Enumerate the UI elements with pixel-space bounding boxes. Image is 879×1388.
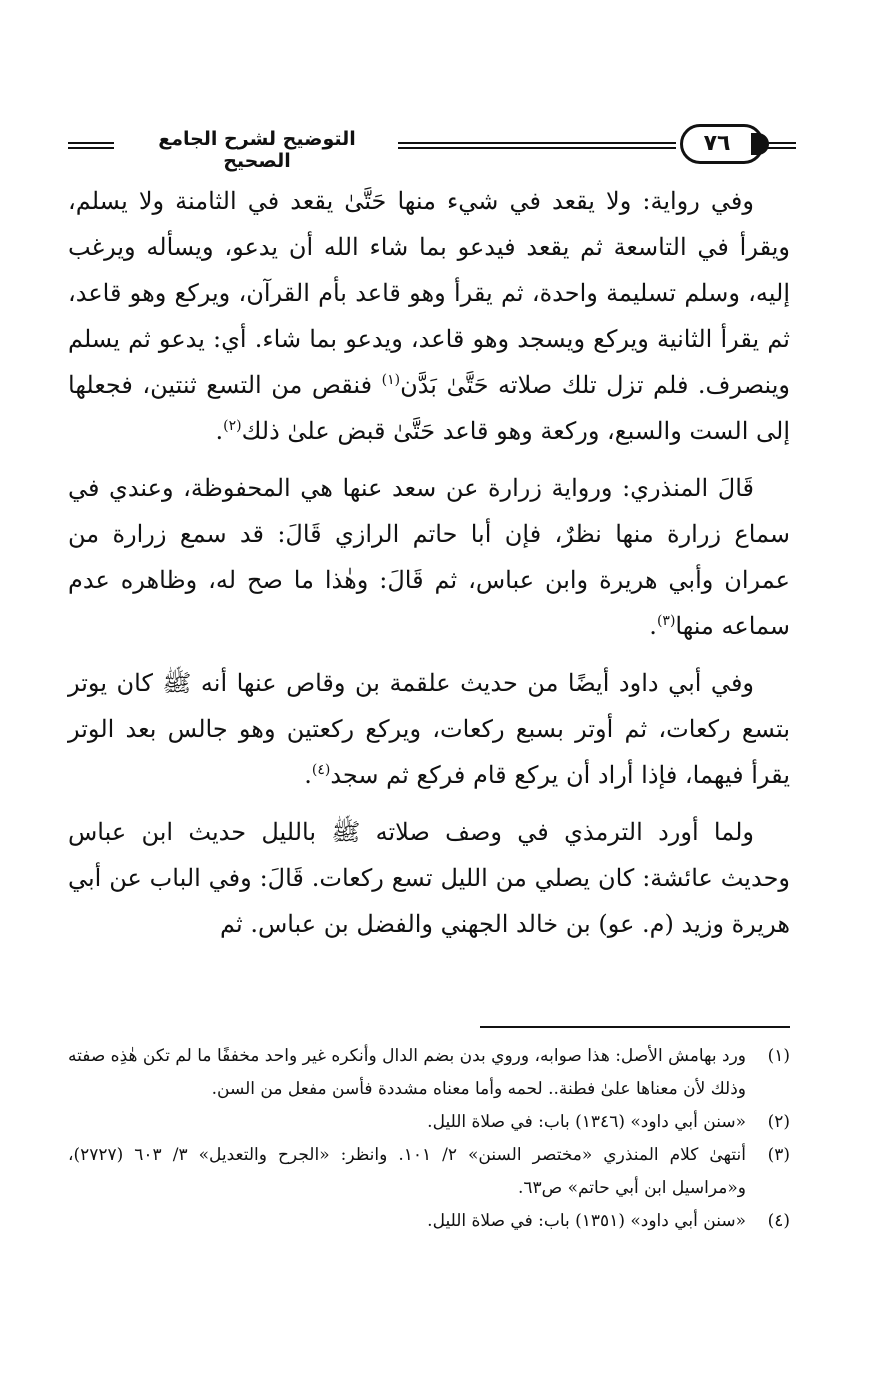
paragraph-1-text-a: وفي رواية: ولا يقعد في شيء منها حَتَّىٰ يقعد في الثامنة ولا يسلم، ويقرأ في التاسعة ثم يقعد فيدعو بما شاء الله أن يدعو، ويسأله ويرغب إليه، وسلم تسليمة واحدة، ثم يقرأ وهو قاعد بأم القرآن، ويركع وهو قاعد، ثم يقرأ الثانية ويركع ويسجد وهو قاعد، ويدعو بما شاء. أي: يدعو ثم يسلم وينصرف. فلم تزل تلك صلاته حَتَّىٰ بَدَّن: [68, 187, 790, 399]
footnote-number: (٢): [767, 1112, 790, 1132]
paragraph-2-text-a: قَالَ المنذري: ورواية زرارة عن سعد عنها هي المحفوظة، وعندي في سماع زرارة منها نظرٌ، فإن أبا حاتم الرازي قَالَ: قد سمع زرارة من عمران وأبي هريرة وابن عباس، ثم قَالَ: وهٰذا ما صح له، وظاهره عدم سماعه منها: [68, 474, 790, 640]
header-rule-left: [68, 142, 114, 149]
footnote-2: [68, 1106, 790, 1139]
running-title: التوضيح لشرح الجامع الصحيح: [158, 128, 356, 172]
paragraph-3-text-a: وفي أبي داود أيضًا من حديث علقمة بن وقاص عنها أنه ﷺ كان يوتر بتسع ركعات، ثم أوتر بسبع ركعات، ويركع ركعتين وهو جالس بعد الوتر يقرأ فيهما، فإذا أراد أن يركع قام فركع ثم سجد: [68, 669, 790, 789]
footnote-ref-3[interactable]: (٣): [656, 613, 676, 629]
footnote-number: (٣): [767, 1145, 790, 1165]
footnote-ref-4[interactable]: (٤): [311, 762, 331, 778]
footnote-text: ورد بهامش الأصل: هذا صوابه، وروي بدن بضم الدال وأنكره غير واحد مخففًا ما لم تكن هٰذِه صفته وذلك لأن معناها علىٰ فطنة.. لحمه وأما معناه مشددة فأسن مفعل من السن.: [68, 1046, 746, 1099]
footnote-text: أنتهىٰ كلام المنذري «مختصر السنن» ٢/ ١٠١. وانظر: «الجرح والتعديل» ٣/ ٦٠٣ (٢٧٢٧)، و«مراسيل ابن أبي حاتم» ص٦٣.: [68, 1145, 746, 1198]
footnote-text: «سنن أبي داود» (١٣٥١) باب: في صلاة الليل.: [427, 1211, 746, 1231]
footnote-ref-1[interactable]: (١): [381, 372, 401, 388]
header-rule-right: [762, 142, 796, 149]
main-text: [68, 178, 790, 958]
footnote-ref-2[interactable]: (٢): [223, 418, 242, 434]
paragraph-2: [68, 465, 790, 649]
footnote-text: «سنن أبي داود» (١٣٤٦) باب: في صلاة الليل.: [427, 1112, 746, 1132]
page-number-badge: [680, 124, 764, 164]
paragraph-4: ولما أورد الترمذي في وصف صلاته ﷺ بالليل حديث ابن عباس وحديث عائشة: كان يصلي من الليل تسع ركعات. قَالَ: وفي الباب عن أبي هريرة وزيد (م. عو) بن خالد الجهني والفضل بن عباس. ثم: [68, 818, 790, 938]
footnote-separator: [480, 1026, 790, 1028]
footnote-4: [68, 1205, 790, 1238]
page-header: [68, 118, 796, 174]
paragraph-1: [68, 178, 790, 454]
paragraph-1-text-b: فنقص من التسع ثنتين، فجعلها إلى الست والسبع، وركعة وهو قاعد حَتَّىٰ قبض علىٰ ذلك: [68, 371, 790, 445]
footnote-1: [68, 1040, 790, 1106]
paragraph-3: [68, 660, 790, 798]
footnote-number: (٤): [767, 1211, 790, 1231]
paragraph-1-text-c: .: [215, 417, 224, 445]
paragraph-2-text-b: .: [649, 612, 657, 640]
page-number: ٧٦: [703, 131, 731, 156]
header-rule-middle: [398, 142, 676, 149]
footnote-3: [68, 1139, 790, 1205]
paragraph-3-text-b: .: [304, 761, 312, 789]
footnotes: [68, 1040, 790, 1238]
footnote-number: (١): [767, 1046, 790, 1066]
